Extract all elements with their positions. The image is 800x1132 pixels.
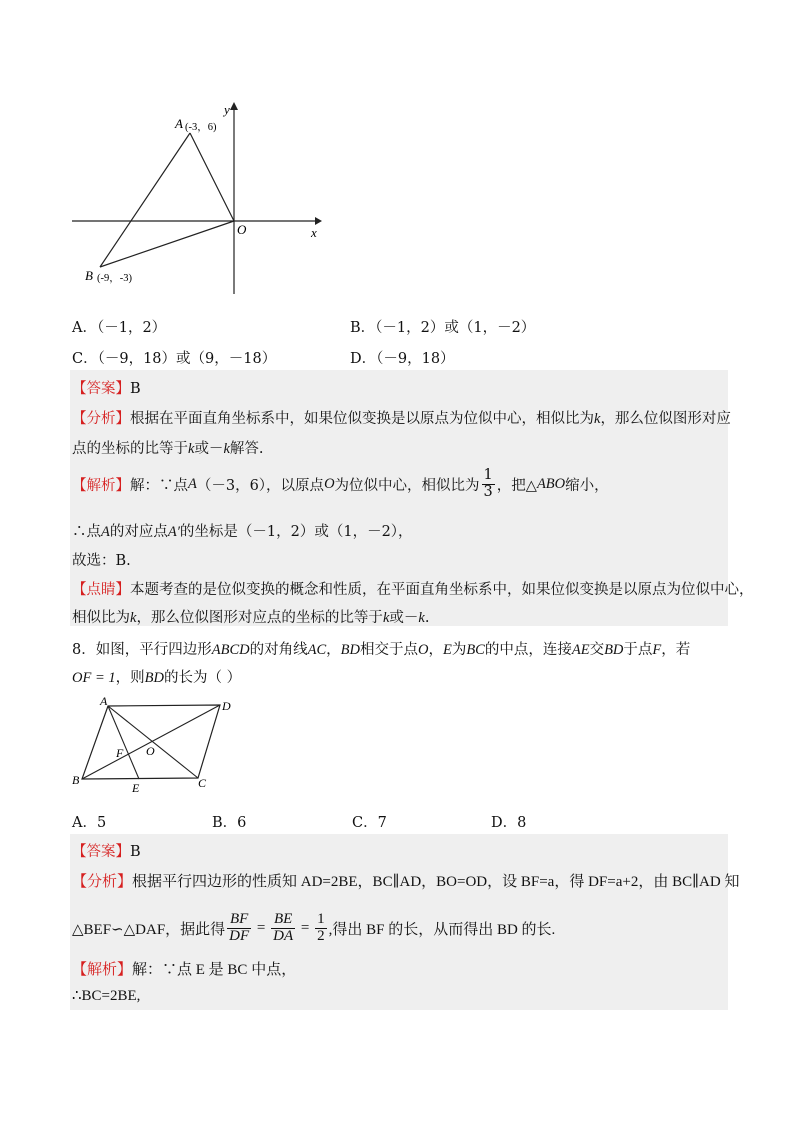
q8-stem-line-2: OF = 1，则BD的长为（ ） [72,670,242,686]
segment-AE [108,706,139,779]
solution-text: 缩小， [565,477,609,494]
coordinate-figure [60,100,340,300]
q7-option-c: C．（－9，18）或（9，－18） [72,351,277,367]
analysis-text: 点的坐标的比等于 [72,441,188,457]
label-A: A [100,694,108,708]
math-k: k [382,610,390,626]
answer-tag: 【答案】 [72,381,130,397]
math-BD: BD [604,642,624,658]
comment-text: . [424,610,430,626]
math-A: A [188,475,197,492]
math-O: O [324,475,335,492]
solution-tag: 【解析】 [72,962,133,978]
point-A-coord: (-3，6) [185,122,217,133]
math-k: k [594,411,601,427]
q8-analysis-line-1 [72,870,739,891]
fraction-BF-DF: $\frac{BF}{DF}$ [229,910,250,944]
x-axis-arrow [315,217,322,225]
math-k: k [188,441,195,457]
math-A: A [101,524,110,540]
comment-text: 本题考查的是位似变换的概念和性质，在平面直角坐标系中，如果位似变换是以原点为位似中心， [130,582,754,598]
analysis-text: ，那么位似图形对应 [600,411,731,427]
label-F: F [116,746,124,760]
math-A-prime: A′ [167,524,180,540]
diagonal-AC [108,706,198,778]
fraction-one-half: $\frac{1}{2}$ [317,910,325,944]
q8-option-a: A．5 [72,815,107,831]
math-F: F [652,642,662,658]
math-ABO: ABO [536,475,566,492]
point-B-label: B [85,268,93,283]
math-k: k [130,610,137,626]
q7-option-a: A．（－1，2） [72,320,167,336]
label-D: D [222,699,231,713]
solution-text: （－3，6），以原点 [196,477,325,494]
solution-text: ∴点 [72,524,101,540]
diagonal-BD [82,705,220,779]
analysis-tag: 【分析】 [72,411,130,427]
q7-option-d: D．（－9，18） [350,351,455,367]
q7-solution-line-1 [72,464,609,504]
math-O: O [417,642,429,658]
math-BD: BD [340,642,360,658]
solution-tag: 【解析】 [72,477,130,494]
x-axis-label: x [311,225,317,240]
math-BD: BD [144,670,164,686]
q7-solution-line-2 [72,520,413,541]
math-E: E [442,642,452,658]
y-axis-arrow [230,102,238,110]
comment-text: 或－ [389,610,419,626]
q8-solution-line-1 [72,958,296,979]
comment-tag: 【点睛】 [72,582,130,598]
q8-answer [72,840,141,861]
label-C: C [198,776,207,790]
parallelogram-figure [68,694,248,794]
equals-sign: = [253,919,270,936]
solution-text: 的对应点 [109,524,168,540]
label-O: O [146,744,155,758]
answer-value: B [130,381,141,397]
q8-stem-line-1: 8．如图，平行四边形ABCD的对角线AC，BD相交于点O，E为BC的中点，连接AE交BD于点F，若 [72,642,691,658]
analysis-text: △BEF∽△DAF，据此得 [72,921,226,938]
analysis-text: 或－ [194,441,224,457]
q7-analysis-line-1 [72,407,731,428]
q8-option-d: D．8 [491,815,527,831]
comment-text: 相似比为 [72,610,130,626]
solution-text: 解：∵点 E 是 BC 中点， [132,962,297,978]
q7-comment-line-2 [72,606,429,627]
q7-analysis-line-2 [72,437,263,458]
solution-text: 为位似中心，相似比为 [334,477,480,494]
math-ABCD: ABCD [211,642,250,658]
origin-label: O [237,222,247,237]
q8-option-c: C．7 [352,815,387,831]
analysis-text: ,得出 BF 的长，从而得出 BD 的长. [328,921,556,938]
segment-BO [100,221,234,267]
q8-solution-line-2: ∴BC=2BE, [72,988,141,1004]
math-BC: BC [466,642,485,658]
answer-tag: 【答案】 [72,844,130,860]
math-OF-equals-1: OF = 1 [72,670,116,686]
label-E: E [132,781,140,794]
analysis-text: 根据平行四边形的性质知 AD=2BE，BC∥AD，BO=OD，设 BF=a，得 DF=a+2，由 BC∥AD 知 [132,874,740,890]
math-k: k [418,610,425,626]
math-AC: AC [307,642,327,658]
solution-text: ，把△ [496,477,537,494]
q8-analysis-line-2 [72,906,555,950]
analysis-tag: 【分析】 [72,874,133,890]
segment-AB [100,133,190,267]
analysis-text: 解答. [229,441,264,457]
math-k: k [223,441,230,457]
label-B: B [72,773,80,787]
solution-text: 解：∵点 [130,477,188,494]
analysis-text: 根据在平面直角坐标系中，如果位似变换是以原点为位似中心，相似比为 [130,411,594,427]
solution-text: 的坐标是（－1，2）或（1，－2）， [179,524,413,540]
fraction-BE-DA: $\frac{BE}{DA}$ [273,910,294,944]
q7-comment-line-1 [72,578,754,599]
segment-AO [190,133,234,221]
y-axis-label: y [224,102,230,117]
point-A-label: A [175,116,183,131]
answer-value: B [130,844,141,860]
fraction-one-third: $\frac{1}{3}$ [483,467,493,500]
q7-answer [72,377,141,398]
q7-solution-line-3: 故选：B. [72,553,131,569]
q8-option-b: B．6 [212,815,247,831]
comment-text: ，那么位似图形对应点的坐标的比等于 [136,610,383,626]
point-B-coord: (-9，-3) [97,273,132,284]
q7-option-b: B．（－1，2）或（1，－2） [350,320,536,336]
math-AE: AE [571,642,590,658]
equals-sign: = [297,919,314,936]
